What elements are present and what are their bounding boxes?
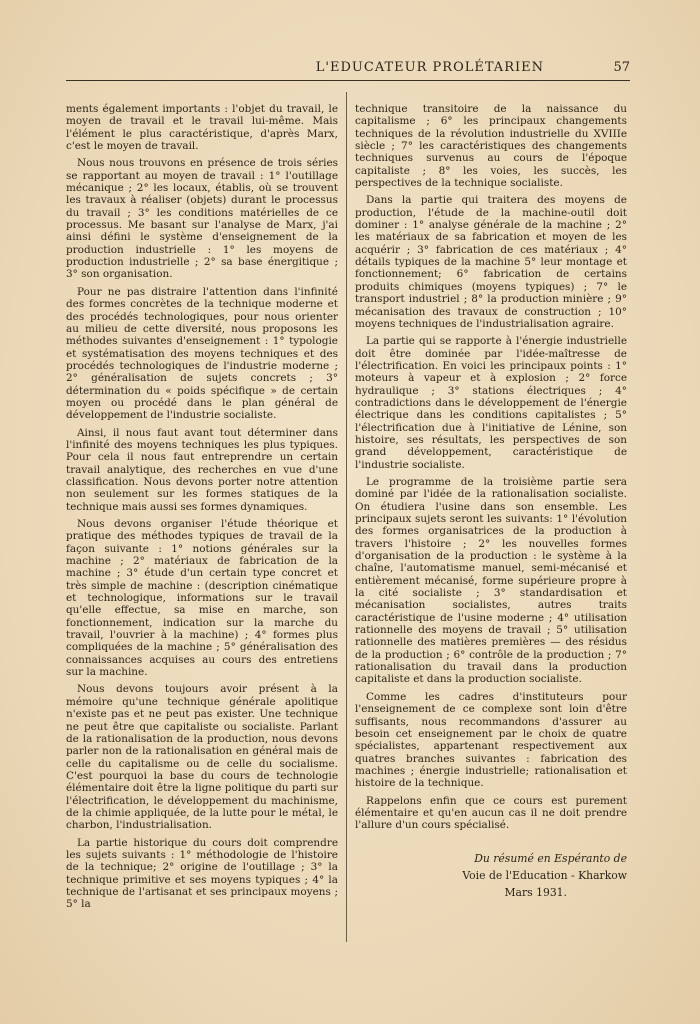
paragraph: Dans la partie qui traitera des moyens de production, l'étude de la machine-outil doit dominer : 1° analyse générale de la machine ; 2° les matériaux de sa fabrication et moyen de les acquérir ; 3° fabrication de ces matériaux ; 4° détails typiques de la machine 5° leur montage et fonctionnement; 6° fabrication de certains produits chimiques (moyens typiques) ; 7° le transport industriel ; 8° la production minière ; 9° mécanisation des travaux de construction ; 10° moyens techniques de l'industrialisation agraire. — [355, 194, 627, 330]
paragraph: Nous nous trouvons en présence de trois séries se rapportant au moyen de travail : 1° l'outillage mécanique ; 2° les locaux, établis, où se trouvent les travaux à réaliser (objets) durant le processus du travail ; 3° les conditions matérielles de ce processus. Me basant sur l'analyse de Marx, j'ai ainsi défini le système d'enseignement de la production industrielle : 1° les moyens de production industrielle ; 2° sa base énergitique ; 3° son organisation. — [66, 157, 338, 281]
paragraph: Nous devons toujours avoir présent à la mémoire qu'une technique générale apolitique n'existe pas et ne peut pas exister. Une technique ne peut être que capitaliste ou socialiste. Parlant de la rationalisation de la production, nous devons parler non de la rationalisation en général mais de celle du capitalisme ou de celle du socialisme. C'est pourquoi la base du cours de technologie élémentaire doit être la ligne politique du parti sur l'électrification, le développement du machinisme, de la chimie appliquée, de la lutte pour le métal, le charbon, l'industrialisation. — [66, 683, 338, 832]
paragraph: Comme les cadres d'instituteurs pour l'enseignement de ce complexe sont loin d'être suffisants, nous recommandons d'assurer au besoin cet enseignement par le choix de quatre spécialistes, appartenant respectivement aux quatres branches suivantes : fabrication des machines ; énergie industrielle; rationalisation et histoire de la technique. — [355, 690, 627, 790]
paragraph: Ainsi, il nous faut avant tout déterminer dans l'infinité des moyens techniques les plus typiques. Pour cela il nous faut entreprendre un certain travail analytique, des recherches en vue d'une classification. Nous devons porter notre attention non seulement sur les formes statiques de la technique mais aussi ses formes dynamiques. — [66, 426, 338, 513]
running-header — [66, 60, 630, 81]
paragraph: Nous devons organiser l'étude théorique et pratique des méthodes typiques de travail de la façon suivante : 1° notions générales sur la machine ; 2° matériaux de fabrication de la machine ; 3° étude d'un certain type concret et très simple de machine : (description cinématique et technologique, informations sur le travail qu'elle effectue, sa mise en marche, son fonctionnement, indication sur la marche du travail, l'ouvrier à la machine) ; 4° formes plus compliquées de la machine ; 5° généralisation des connaissances acquises au cours des entretiens sur la machine. — [66, 518, 338, 679]
column-divider — [346, 92, 347, 942]
paragraph: Pour ne pas distraire l'attention dans l'infinité des formes concrètes de la technique moderne et des procédés technologiques, pour nous orienter au milieu de cette diversité, nous proposons les méthodes suivantes d'enseignement : 1° typologie et systématisation des moyens techniques et des procédés technologiques de l'industrie moderne ; 2° généralisation de sujets concrets ; 3° détermination du « poids spécifique » de certain moyen ou procédé dans le plan général de développement de l'industrie socialiste. — [66, 285, 338, 422]
paragraph: La partie qui se rapporte à l'énergie industrielle doit être dominée par l'idée-maîtresse de l'électrification. En voici les principaux points : 1° moteurs à vapeur et à explosion ; 2° force hydraulique ; 3° stations électriques ; 4° contradictions dans le développement de l'énergie électrique dans les conditions capitalistes ; 5° l'électrification due à l'initiative de Lénine, son histoire, ses résultats, les perspectives de son grand développement, caractéristique de l'industrie socialiste. — [355, 335, 627, 471]
paragraph: Le programme de la troisième partie sera dominé par l'idée de la rationalisation socialiste. On étudiera l'usine dans son ensemble. Les principaux sujets seront les suivants: 1° l'évolution des formes organisatrices de la production à travers l'histoire ; 2° les nouvelles formes d'organisation de la production : le système à la chaîne, l'automatisme manuel, semi-mécanisé et entièrement mécanisé, forme supérieure propre à la cité socialiste ; 3° standardisation et mécanisation socialistes, autres traits caractéristique de l'usine moderne ; 4° utilisation rationnelle des moyens de travail ; 5° utilisation rationnelle des matières premières — des résidus de la production ; 6° contrôle de la production ; 7° rationalisation du travail dans la production capitaliste et dans la production socialiste. — [355, 475, 627, 686]
paragraph: technique transitoire de la naissance du capitalisme ; 6° les principaux changements techniques de la révolution industrielle du XVIIIe siècle ; 7° les caractéristiques des changements techniques survenus au cours de l'époque capitaliste ; 8° les voies, les succès, les perspectives de la technique socialiste. — [355, 103, 627, 190]
source-attribution — [355, 850, 627, 901]
attribution-line: Du résumé en Espéranto de — [474, 851, 627, 865]
paragraph: ments également importants : l'objet du travail, le moyen de travail et le travail lui-même. Mais l'élément le plus caractéristique, d'après Marx, c'est le moyen de travail. — [66, 103, 338, 153]
attribution-line: Voie de l'Education - Kharkow — [462, 868, 627, 882]
paragraph: La partie historique du cours doit comprendre les sujets suivants : 1° méthodologie de l'histoire de la technique; 2° origine de l'outillage ; 3° la technique primitive et ses moyens typiques ; 4° la technique de l'artisanat et ses principaux moyens ; 5° la — [66, 836, 338, 911]
journal-title: L'EDUCATEUR PROLÉTARIEN — [315, 60, 544, 75]
paragraph: Rappelons enfin que ce cours est purement élémentaire et qu'en aucun cas il ne doit prendre l'allure d'un cours spécialisé. — [355, 794, 627, 832]
right-column — [355, 103, 627, 901]
attribution-date: Mars 1931. — [504, 885, 567, 899]
left-column — [66, 103, 338, 916]
page-number: 57 — [613, 60, 630, 75]
